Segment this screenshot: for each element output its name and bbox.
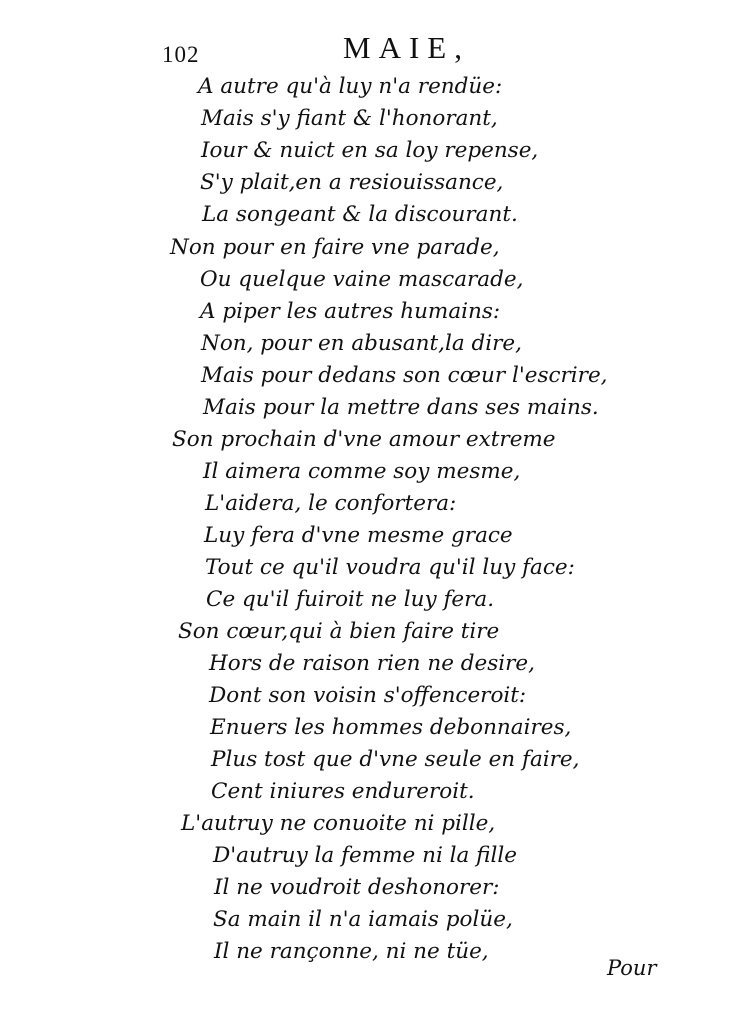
- poem-line: Non pour en faire vne parade,: [170, 235, 500, 260]
- poem-line: Cent iniures endureroit.: [211, 779, 475, 804]
- poem-line: Son prochain d'vne amour extreme: [172, 427, 556, 452]
- poem-line: Iour & nuict en sa loy repense,: [201, 138, 539, 163]
- poem-line: Hors de raison rien ne desire,: [209, 651, 535, 676]
- poem-line: Non, pour en abusant,la dire,: [201, 331, 522, 356]
- poem-line: Dont son voisin s'offenceroit:: [209, 683, 527, 708]
- poem-line: Mais pour la mettre dans ses mains.: [203, 395, 599, 420]
- poem-line: S'y plait,en a resiouissance,: [200, 170, 504, 195]
- poem-line: Mais pour dedans son cœur l'escrire,: [201, 363, 608, 388]
- poem-line: Son cœur,qui à bien faire tire: [178, 619, 500, 644]
- poem-line: D'autruy la femme ni la fille: [213, 843, 518, 868]
- poem-line: La songeant & la discourant.: [202, 202, 518, 227]
- poem-line: Luy fera d'vne mesme grace: [204, 523, 513, 548]
- poem-line: A piper les autres humains:: [200, 299, 501, 324]
- poem-line: Enuers les hommes debonnaires,: [210, 715, 572, 740]
- poem-line: Plus tost que d'vne seule en faire,: [211, 747, 580, 772]
- catchword: Pour: [607, 956, 657, 980]
- poem-line: Ce qu'il fuiroit ne luy fera.: [206, 587, 495, 612]
- poem-line: L'autruy ne conuoite ni pille,: [181, 811, 496, 836]
- poem-line: Tout ce qu'il voudra qu'il luy face:: [205, 555, 575, 580]
- poem-line: L'aidera, le confortera:: [205, 491, 457, 516]
- poem-line: Il aimera comme soy mesme,: [203, 459, 521, 484]
- running-title: MAIE,: [343, 30, 470, 65]
- poem-line: Il ne rançonne, ni ne tüe,: [214, 939, 489, 964]
- page-number: 102: [162, 42, 200, 67]
- poem-line: Mais s'y fiant & l'honorant,: [201, 106, 498, 131]
- poem-line: Ou quelque vaine mascarade,: [200, 267, 524, 292]
- page-header: [0, 30, 739, 70]
- poem-line: Sa main il n'a iamais polüe,: [213, 907, 513, 932]
- poem-line: Il ne voudroit deshonorer:: [214, 875, 500, 900]
- poem-line: A autre qu'à luy n'a rendüe:: [198, 74, 503, 99]
